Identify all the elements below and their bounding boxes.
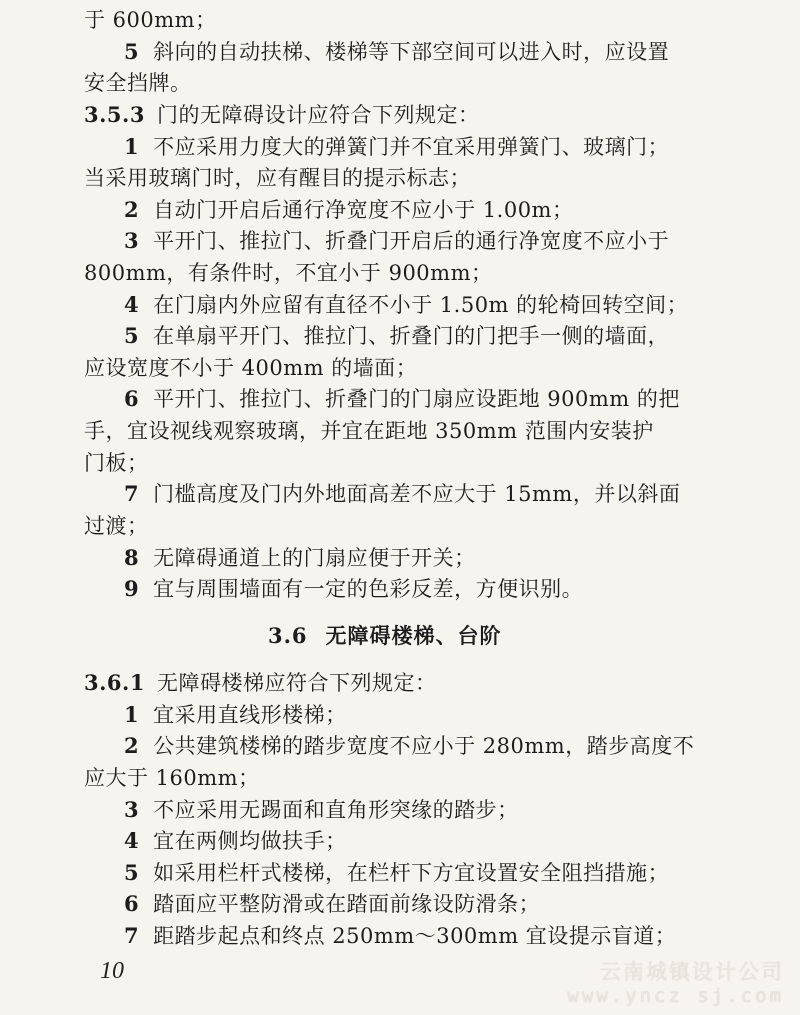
list-item [124, 291, 688, 319]
clause-heading [84, 669, 436, 697]
line-text: 平开门、推拉门、折叠门的门扇应设距地 900mm 的把 [153, 387, 680, 412]
line-text: 宜与周围墙面有一定的色彩反差，方便识别。 [153, 577, 584, 602]
text-line [84, 164, 471, 192]
line-text: 应大于 160mm； [84, 765, 260, 790]
list-item [124, 38, 669, 66]
line-text: 门槛高度及门内外地面高差不应大于 15mm，并以斜面 [153, 482, 681, 507]
line-text: 安全挡牌。 [84, 71, 192, 96]
text-line [84, 764, 260, 792]
item-number: 7 [124, 923, 140, 948]
list-item [124, 385, 680, 413]
list-item [124, 480, 680, 508]
line-text: 斜向的自动扶梯、楼梯等下部空间可以进入时，应设置 [153, 39, 670, 64]
line-text: 应设宽度不小于 400mm 的墙面； [84, 355, 418, 380]
item-number: 3 [124, 228, 140, 254]
line-text: 无障碍楼梯应符合下列规定： [156, 671, 437, 696]
list-item [124, 827, 347, 855]
list-item [124, 890, 540, 918]
line-text: 距踏步起点和终点 250mm～300mm 宜设提示盲道； [153, 924, 677, 948]
text-line [84, 417, 654, 445]
text-line [84, 354, 417, 382]
line-text: 平开门、推拉门、折叠门开启后的通行净宽度不应小于 [153, 229, 670, 254]
line-text: 在门扇内外应留有直径不小于 1.50m 的轮椅回转空间； [153, 292, 689, 317]
item-number: 7 [124, 481, 140, 507]
list-item [124, 196, 573, 224]
clause-number: 3.6.1 [84, 670, 145, 696]
line-text: 手，宜设视线观察玻璃，并宜在距地 350mm 范围内安装护 [84, 419, 654, 443]
item-number: 2 [124, 733, 140, 759]
line-text: 于 600mm； [84, 8, 217, 32]
watermark-url: www.yncz sj.com [567, 985, 784, 1007]
line-text: 800mm，有条件时，不宜小于 900mm； [84, 260, 493, 285]
item-number: 6 [124, 386, 140, 412]
line-text: 踏面应平整防滑或在踏面前缘设防滑条； [153, 892, 541, 917]
line-text: 门板； [84, 450, 149, 475]
line-text: 不应采用无踢面和直角形突缘的踏步； [153, 797, 519, 822]
list-item [124, 701, 347, 729]
item-number: 4 [124, 291, 140, 317]
text-line [84, 69, 192, 97]
line-text: 宜在两侧均做扶手； [153, 829, 347, 854]
item-number: 5 [124, 38, 140, 64]
item-number: 5 [124, 859, 140, 885]
line-text: 公共建筑楼梯的踏步宽度不应小于 280mm，踏步高度不 [153, 734, 695, 759]
list-item [124, 922, 676, 950]
line-text: 不应采用力度大的弹簧门并不宜采用弹簧门、玻璃门； [153, 134, 670, 159]
list-item [124, 575, 583, 603]
line-text: 自动门开启后通行净宽度不应小于 1.00m； [153, 197, 574, 222]
watermark [567, 960, 784, 1008]
section-title: 无障碍楼梯、台阶 [325, 623, 502, 649]
item-number: 3 [124, 796, 140, 822]
text-line [84, 259, 493, 287]
item-number: 2 [124, 196, 140, 222]
list-item [124, 859, 669, 887]
text-line [84, 6, 217, 34]
item-number: 8 [124, 544, 140, 570]
page-number: 10 [100, 958, 124, 984]
line-text: 过渡； [84, 513, 149, 538]
line-text: 宜采用直线形楼梯； [153, 702, 347, 727]
list-item [124, 732, 694, 760]
list-item [124, 322, 669, 350]
section-heading [268, 622, 502, 650]
item-number: 9 [124, 576, 140, 602]
item-number: 4 [124, 828, 140, 854]
list-item [124, 227, 669, 255]
clause-number: 3.5.3 [84, 101, 145, 127]
list-item [124, 796, 519, 824]
clause-heading [84, 101, 479, 129]
list-item [124, 544, 476, 572]
text-line [84, 449, 149, 477]
item-number: 6 [124, 891, 140, 917]
item-number: 1 [124, 133, 140, 159]
line-text: 在单扇平开门、推拉门、折叠门的门把手一侧的墙面， [153, 324, 670, 349]
line-text: 如采用栏杆式楼梯，在栏杆下方宜设置安全阻挡措施； [153, 860, 670, 885]
line-text: 当采用玻璃门时，应有醒目的提示标志； [84, 166, 471, 191]
line-text: 无障碍通道上的门扇应便于开关； [153, 545, 476, 570]
section-number: 3.6 [268, 623, 308, 649]
text-line [84, 512, 149, 540]
item-number: 1 [124, 701, 140, 727]
item-number: 5 [124, 323, 140, 349]
watermark-company: 云南城镇设计公司 [600, 960, 784, 984]
line-text: 门的无障碍设计应符合下列规定： [156, 102, 480, 127]
list-item [124, 133, 669, 161]
